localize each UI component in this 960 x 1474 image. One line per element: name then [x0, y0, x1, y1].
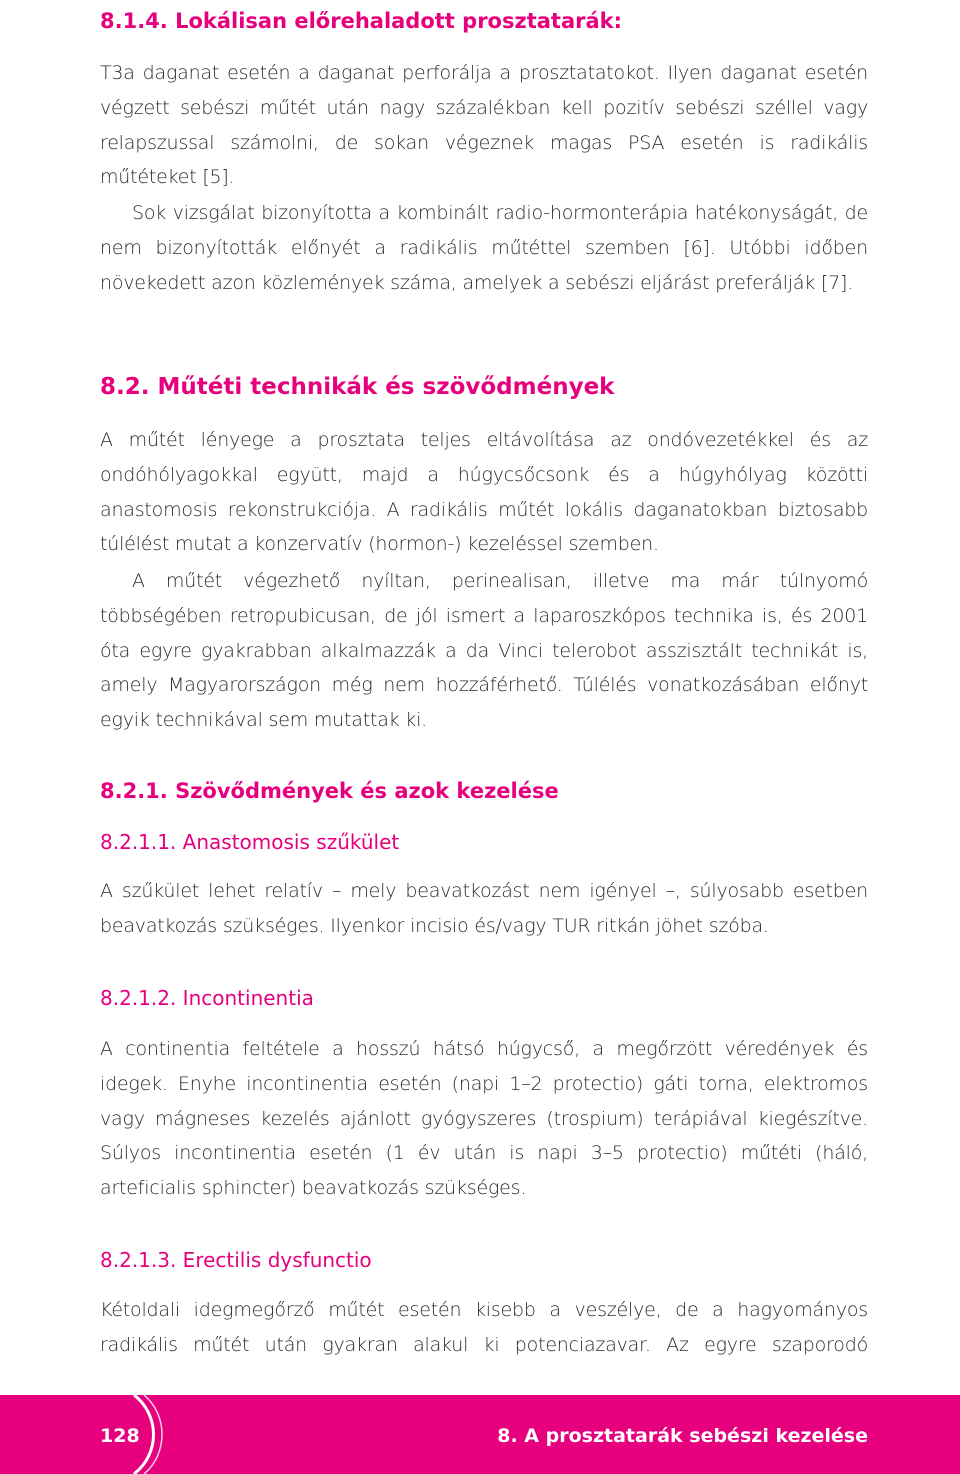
heading-8-2: 8.2. Műtéti technikák és szövődmények [100, 374, 615, 400]
page-number: 128 [100, 1425, 140, 1447]
paragraph-incontinentia: A continentia feltétele a hosszú hátsó húgycső, a megőrzött véredények és idegek. Enyhe incontinentia esetén (napi 1–2 protectio) gáti torna, elektromos vagy mágneses kezelés ajánlott gyógyszeres (trospium) terápiával kiegészítve. Súlyos incontinentia esetén (1 év után is napi 3–5 protectio) műtéti (háló, arteficialis sphincter) beavatkozás szükséges. [100, 1038, 868, 1200]
heading-8-2-1-3: 8.2.1.3. Erectilis dysfunctio [100, 1248, 372, 1272]
paragraph-muteti-lenyeg: A műtét lényege a prosztata teljes eltávolítása az ondóvezetékkel és az ondóhólyagokkal együtt, majd a húgycsőcsonk és a húgyhólyag közötti anastomosis rekonstrukciója. A radikális műtét lokális daganatokban biztosabb túlélést mutat a konzervatív (hormon-) kezeléssel szemben. [100, 429, 868, 556]
paragraph-szukulet: A szűkület lehet relatív – mely beavatkozást nem igényel –, súlyosabb esetben beavatkozás szükséges. Ilyenkor incisio és/vagy TUR ritkán jöhet szóba. [100, 880, 868, 937]
paragraph-t3a: T3a daganat esetén a daganat perforálja a prosztatatokot. Ilyen daganat esetén végzett sebészi műtét után nagy százalékban kell pozitív sebészi széllel vagy relapszussal számolni, de sokan végeznek magas PSA esetén is radikális műtéteket [5]. [100, 62, 868, 189]
heading-8-2-1-2: 8.2.1.2. Incontinentia [100, 986, 314, 1010]
heading-8-2-1: 8.2.1. Szövődmények és azok kezelése [100, 779, 559, 803]
paragraph-technikak: A műtét végezhető nyíltan, perinealisan, illetve ma már túlnyomó többségében retropubicusan, de jól ismert a laparoszkópos technika is, és 2001 óta egyre gyakrabban alkalmazzák a da Vinci telerobot asszisztált technikát is, amely Magyarországon még nem hozzáférhető. Túlélés vonatkozásában előnyt egyik technikával sem mutattak ki. [100, 570, 868, 732]
footer-chapter-title: 8. A prosztatarák sebészi kezelése [497, 1425, 868, 1447]
paragraph-erectilis: Kétoldali idegmegőrző műtét esetén kisebb a veszélye, de a hagyományos radikális műtét után gyakran alakul ki potenciazavar. Az egyre szaporodó [100, 1299, 868, 1356]
heading-8-1-4: 8.1.4. Lokálisan előrehaladott prosztatarák: [100, 9, 623, 33]
paragraph-radio-hormon: Sok vizsgálat bizonyította a kombinált radio-hormonterápia hatékonyságát, de nem bizonyították előnyét a radikális műtéttel szemben [6]. Utóbbi időben növekedett azon közlemények száma, amelyek a sebészi eljárást preferálják [7]. [100, 202, 868, 294]
heading-8-2-1-1: 8.2.1.1. Anastomosis szűkület [100, 830, 400, 854]
